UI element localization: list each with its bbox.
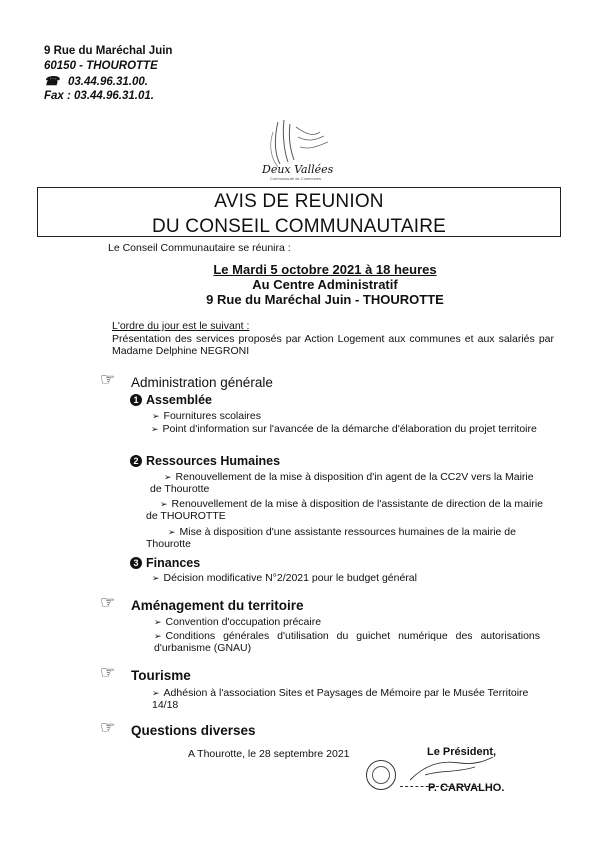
list-item: ➢ Convention d'occupation précaire [154,616,322,628]
telephone-icon: ☎ [44,74,59,88]
number-badge-icon: 3 [130,557,142,569]
arrow-icon: ➢ [164,472,172,482]
arrow-icon: ➢ [152,573,160,583]
pointing-hand-icon: ☞ [100,370,116,389]
subsection-label: Assemblée [146,393,213,407]
title-line-2: DU CONSEIL COMMUNAUTAIRE [151,216,447,237]
subsection-title [130,393,212,407]
title-box [37,187,561,237]
list-item: ➢ Mise à disposition d'une assistante ressources humaines de la mairie de Thourotte [146,526,516,550]
arrow-icon: ➢ [168,527,176,537]
meeting-date: Le Mardi 5 octobre 2021 à 18 heures [213,262,437,277]
list-item: ➢ Conditions générales d'utilisation du guichet numérique des autorisations d'urbanisme (GNAU) [154,630,540,654]
arrow-icon: ➢ [154,617,162,627]
intro-text: Le Conseil Communautaire se réunira : [108,242,291,254]
arrow-icon: ➢ [160,499,168,509]
section-title: Aménagement du territoire [131,598,304,613]
list-item: ➢ Renouvellement de la mise à disposition d'in agent de la CC2V vers la Mairie de Thourotte [150,471,534,495]
address-fax: Fax : 03.44.96.31.01. [44,90,154,102]
section-title: Tourisme [131,668,191,683]
phone-number: 03.44.96.31.00. [68,76,148,88]
arrow-icon: ➢ [152,411,160,421]
stamp-inner-ring [372,766,390,784]
pointing-hand-icon: ☞ [100,593,116,612]
subsection-title [130,556,200,570]
subsection-label: Finances [146,556,201,570]
list-item: ➢ Décision modificative N°2/2021 pour le budget général [152,572,417,584]
meeting-place: Au Centre Administratif [252,277,398,292]
arrow-icon: ➢ [152,688,160,698]
address-city: 60150 - THOUROTTE [44,60,158,72]
section-title: Questions diverses [131,723,256,738]
agenda-presentation: Présentation des services proposés par Action Logement aux communes et aux salariés par Madame Delphine NEGRONI [112,333,554,357]
subsection-title [130,454,280,468]
title-line-1: AVIS DE REUNION [214,191,384,212]
president-name: P. CARVALHO. [428,782,505,794]
logo-name: Deux Vallées [262,163,334,176]
meeting-address: 9 Rue du Maréchal Juin - THOUROTTE [206,292,444,307]
list-item: ➢ Fournitures scolaires [152,410,261,422]
section-title: Administration générale [131,375,273,390]
logo-subtitle: Communauté de Communes [270,176,322,181]
list-item: ➢ Adhésion à l'association Sites et Paysages de Mémoire par le Musée Territoire 14/18 [152,687,529,711]
pointing-hand-icon: ☞ [100,718,116,737]
arrow-icon: ➢ [151,424,159,434]
list-item: ➢ Point d'information sur l'avancée de la démarche d'élaboration du projet territoire [151,423,537,435]
signature-icon [405,755,495,785]
arrow-icon: ➢ [154,631,162,641]
number-badge-icon: 2 [130,455,142,467]
pointing-hand-icon: ☞ [100,663,116,682]
president-label: Le Président, [427,746,497,758]
address-phone [44,74,148,90]
place-date: A Thourotte, le 28 septembre 2021 [188,748,350,760]
agenda-heading: L'ordre du jour est le suivant : [112,320,250,332]
address-street: 9 Rue du Maréchal Juin [44,45,173,57]
subsection-label: Ressources Humaines [146,454,281,468]
list-item: ➢ Renouvellement de la mise à disposition de l'assistante de direction de la mairie de THOUROTTE [146,498,544,522]
number-badge-icon: 1 [130,394,142,406]
